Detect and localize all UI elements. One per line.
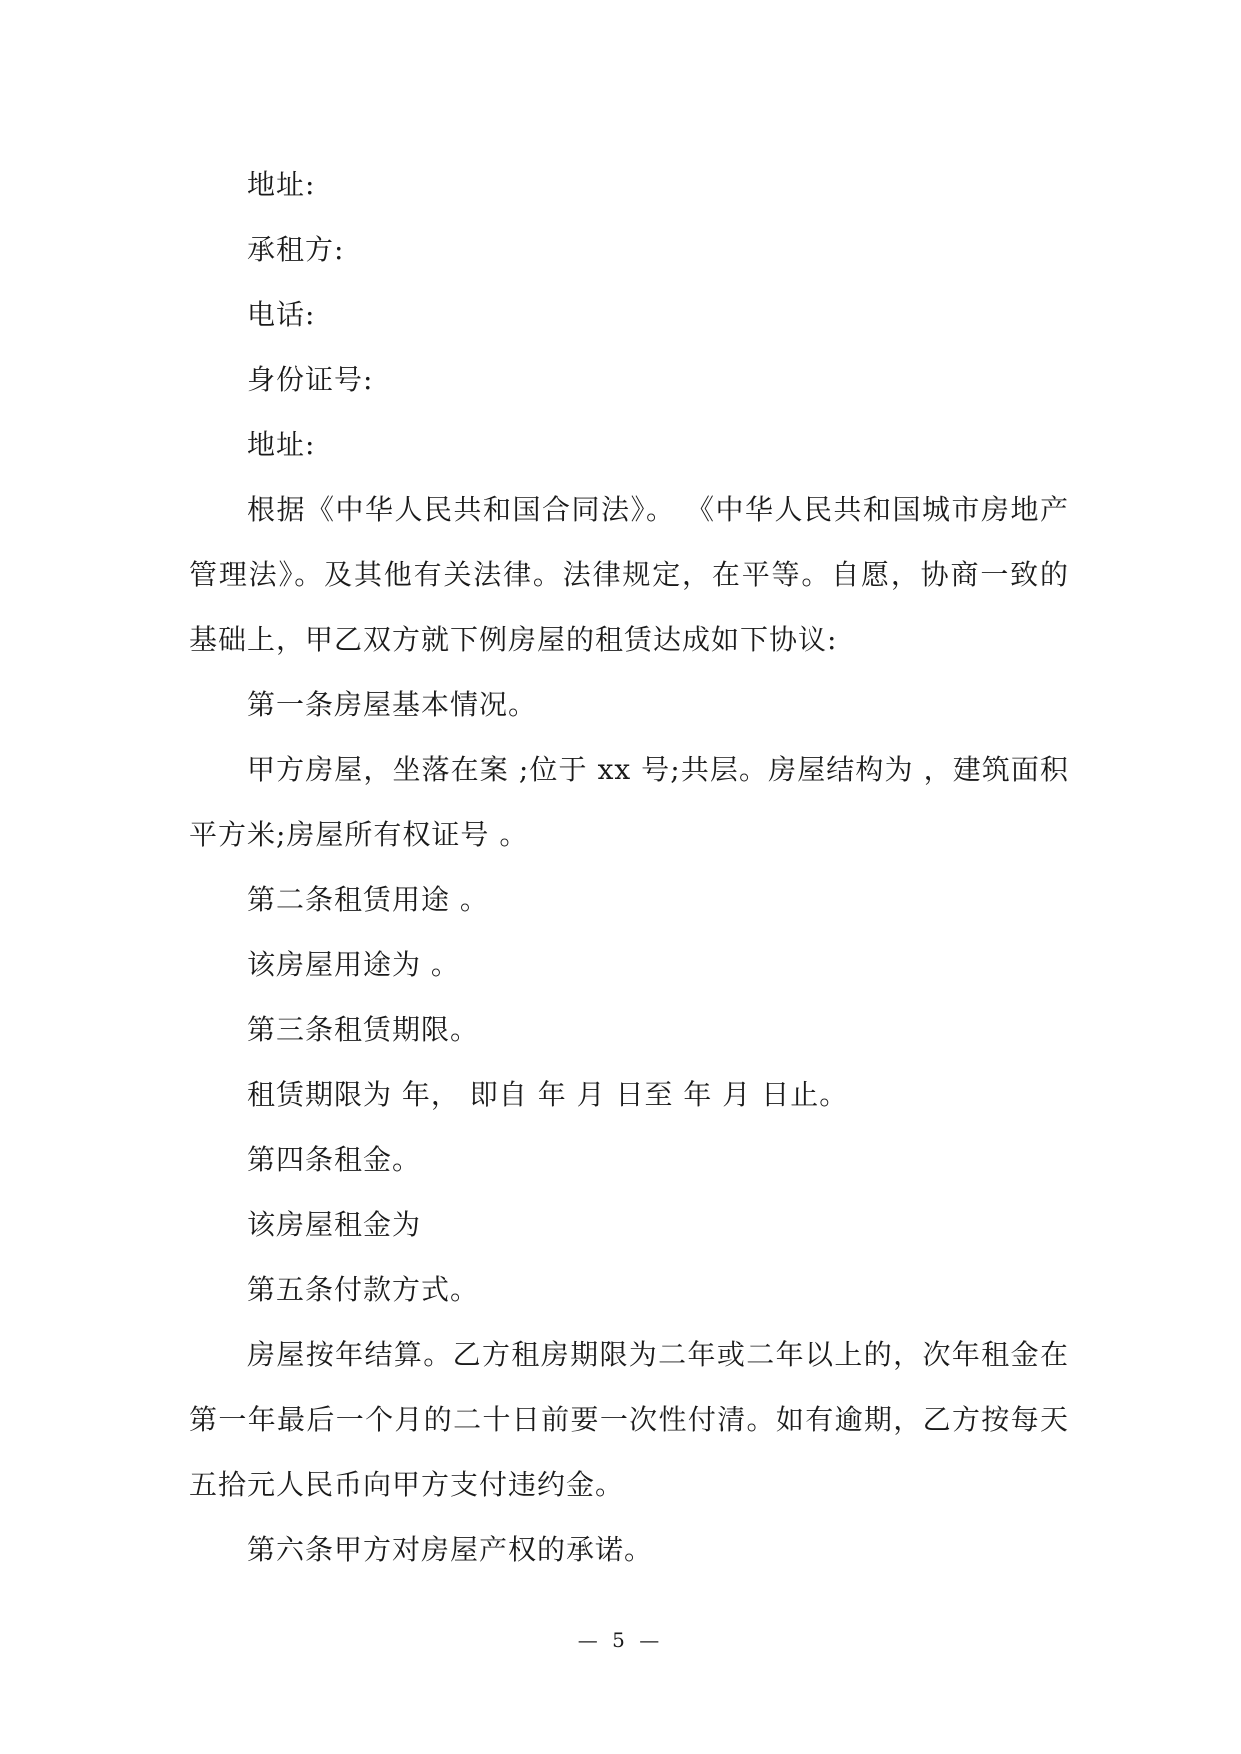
paragraph-article-5-body: 房屋按年结算。乙方租房期限为二年或二年以上的，次年租金在第一年最后一个月的二十日前要一次性付清。如有逾期，乙方按每天五拾元人民币向甲方支付违约金。	[189, 1338, 1069, 1501]
paragraph-tenant: 承租方:	[247, 233, 345, 266]
paragraph-article-3-title: 第三条租赁期限。	[247, 1013, 480, 1046]
page-number: — 5 —	[577, 1628, 664, 1652]
paragraph-article-5-title: 第五条付款方式。	[247, 1273, 480, 1306]
paragraph-tenant-phone: 电话:	[247, 298, 316, 331]
paragraph-article-2-title: 第二条租赁用途 。	[247, 883, 489, 916]
paragraph-article-1-body: 甲方房屋，坐落在案 ;位于 xx 号;共层。房屋结构为 ，建筑面积平方米;房屋所有权证号 。	[189, 753, 1069, 851]
paragraph-tenant-address: 地址:	[247, 428, 316, 461]
paragraph-article-2-body: 该房屋用途为 。	[247, 948, 460, 981]
paragraph-article-4-title: 第四条租金。	[247, 1143, 422, 1176]
paragraph-landlord-address: 地址:	[247, 168, 316, 201]
paragraph-article-4-body: 该房屋租金为	[247, 1208, 422, 1241]
document-body	[189, 152, 1069, 1582]
paragraph-article-1-title: 第一条房屋基本情况。	[247, 688, 538, 721]
paragraph-tenant-id: 身份证号:	[247, 363, 374, 396]
paragraph-article-6-title: 第六条甲方对房屋产权的承诺。	[247, 1533, 654, 1566]
paragraph-preamble: 根据《中华人民共和国合同法》。 《中华人民共和国城市房地产管理法》。及其他有关法律。法律规定，在平等。自愿，协商一致的基础上，甲乙双方就下例房屋的租赁达成如下协议:	[189, 493, 1069, 656]
paragraph-article-3-body: 租赁期限为 年， 即自 年 月 日至 年 月 日止。	[247, 1078, 849, 1111]
